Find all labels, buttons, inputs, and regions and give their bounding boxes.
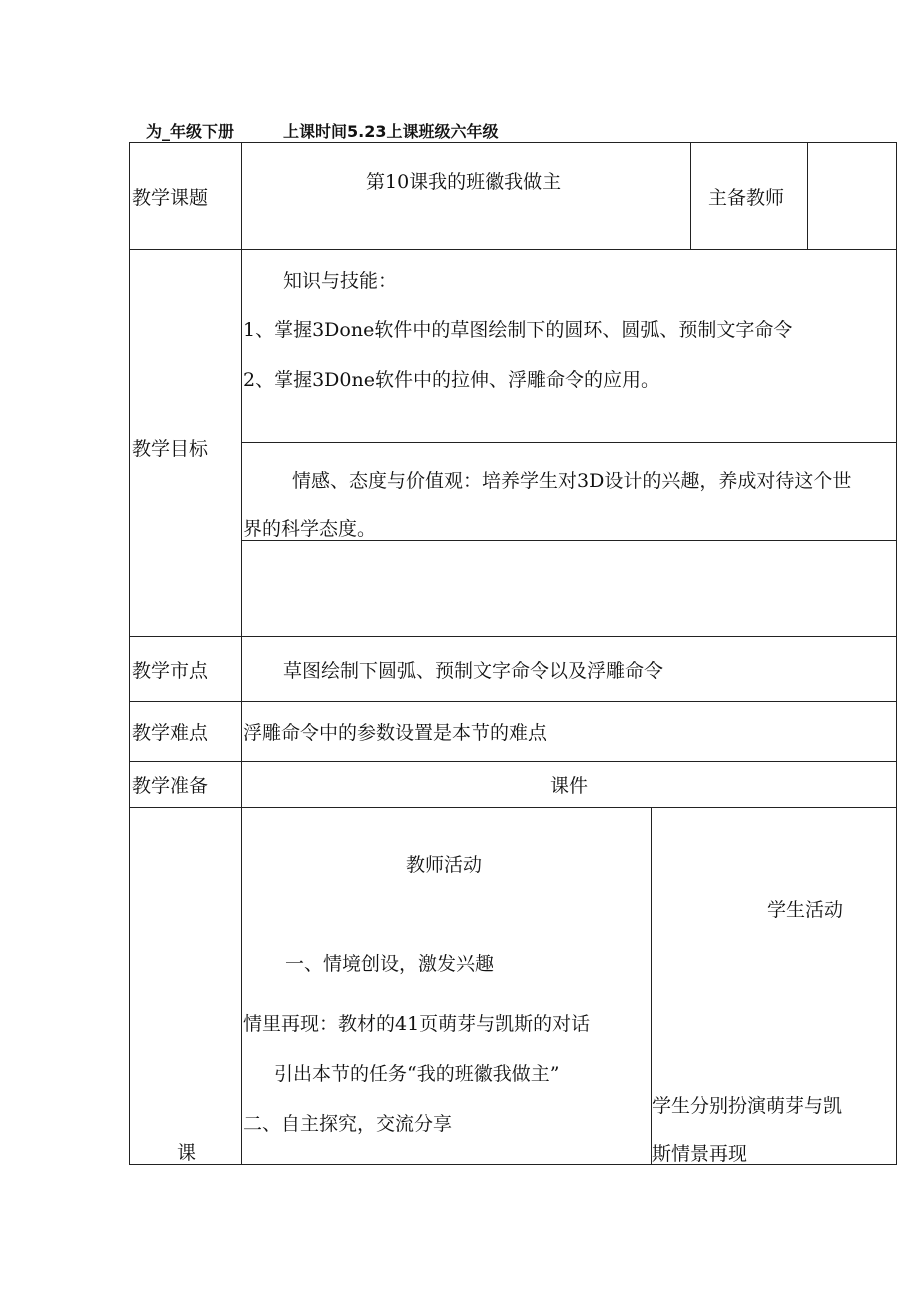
teacher-activity-line-4: 二、自主探究，交流分享 — [243, 1113, 453, 1135]
difficulty-label: 教学难点 — [132, 722, 209, 744]
teacher-label-cell — [691, 143, 808, 250]
teacher-activity-line-1: 一、情境创设，激发兴趣 — [285, 953, 495, 975]
student-activity-line-1: 学生分别扮演萌芽与凯 — [652, 1095, 843, 1117]
process-label: 课 — [177, 1142, 197, 1164]
grade-label: 为_年级下册 — [146, 122, 235, 141]
process-cell — [242, 808, 897, 1165]
goals-heading: 知识与技能： — [283, 270, 398, 292]
topic-text: 第10课我的班徽我做主 — [366, 171, 562, 193]
teacher-label: 主备教师 — [708, 186, 785, 209]
teacher-activity-line-3: 引出本节的任务“我的班徽我做主” — [274, 1063, 560, 1085]
process-label-cell — [130, 808, 242, 1165]
topic-label: 教学课题 — [132, 186, 209, 209]
difficulty-text: 浮雕命令中的参数设置是本节的难点 — [243, 722, 548, 744]
schedule-label: 上课时间5.23上课班级六年级 — [283, 122, 499, 141]
difficulty-label-cell — [130, 702, 242, 762]
key-cell — [242, 637, 897, 702]
prep-label: 教学准备 — [132, 775, 209, 797]
topic-cell — [242, 143, 691, 250]
prep-label-cell — [130, 762, 242, 808]
teacher-activity-title: 教师活动 — [406, 854, 483, 876]
goals-divider-2 — [242, 540, 896, 541]
goals-item-2: 2、掌握3D0ne软件中的拉伸、浮雕命令的应用。 — [243, 369, 660, 391]
key-label: 教学市点 — [132, 659, 209, 682]
teacher-name-cell — [808, 143, 897, 250]
difficulty-cell — [242, 702, 897, 762]
topic-label-cell — [130, 143, 242, 250]
key-text: 草图绘制下圆弧、预制文字命令以及浮雕命令 — [283, 659, 664, 682]
key-label-cell — [130, 637, 242, 702]
teacher-activity-line-2: 情里再现：教材的41页萌芽与凯斯的对话 — [243, 1013, 591, 1035]
attitude-line-1: 情感、态度与价值观：培养学生对3D设计的兴趣，养成对待这个世 — [292, 470, 852, 492]
student-activity-line-2: 斯情景再现 — [652, 1143, 748, 1165]
student-activity-title: 学生活动 — [767, 899, 844, 921]
prep-text: 课件 — [550, 775, 589, 797]
goals-label: 教学目标 — [132, 438, 209, 460]
prep-cell — [242, 762, 897, 808]
goals-item-1: 1、掌握3Done软件中的草图绘制下的圆环、圆弧、预制文字命令 — [243, 319, 793, 341]
goals-divider-1 — [242, 442, 896, 443]
goals-label-cell — [130, 250, 242, 637]
attitude-line-2: 界的科学态度。 — [243, 518, 377, 540]
lesson-plan-table — [129, 142, 897, 1165]
goals-cell — [242, 250, 897, 637]
